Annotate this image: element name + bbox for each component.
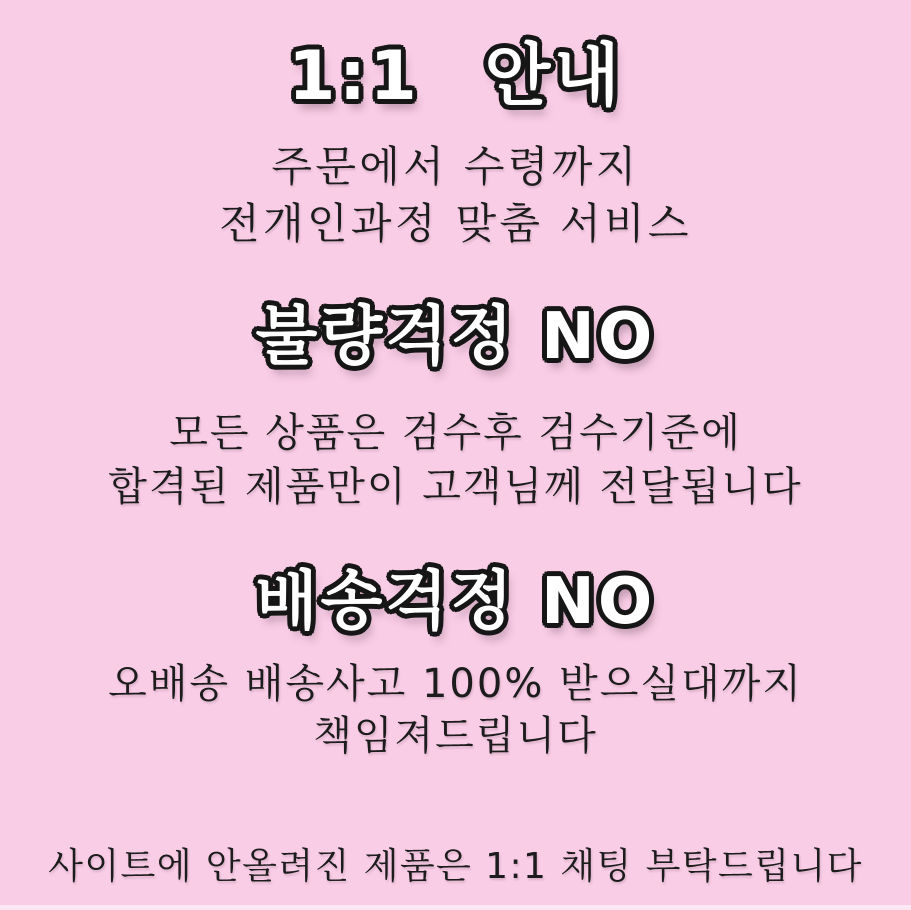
- intro-line-2: 전개인과정 맞춤 서비스: [219, 199, 692, 248]
- page-title: 1:1 안내: [288, 37, 623, 116]
- section-heading-shipping: 배송걱정 NO: [255, 565, 656, 639]
- section-quality-line-2: 합격된 제품만이 고객님께 전달됩니다: [108, 464, 803, 510]
- section-shipping-line-2: 책임져드립니다: [313, 713, 598, 759]
- section-body-shipping: [0, 658, 911, 762]
- section-shipping-line-1: 오배송 배송사고 100% 받으실대까지: [108, 661, 803, 707]
- intro-text: [0, 138, 911, 252]
- footer-note: 사이트에 안올려진 제품은 1:1 채팅 부탁드립니다: [48, 846, 863, 887]
- section-heading-quality: 불량걱정 NO: [255, 300, 656, 374]
- section-quality-line-1: 모든 상품은 검수후 검수기준에: [169, 410, 742, 456]
- intro-line-1: 주문에서 수령까지: [271, 142, 640, 191]
- section-body-quality: [0, 406, 911, 514]
- bottom-edge-strip: [0, 905, 911, 910]
